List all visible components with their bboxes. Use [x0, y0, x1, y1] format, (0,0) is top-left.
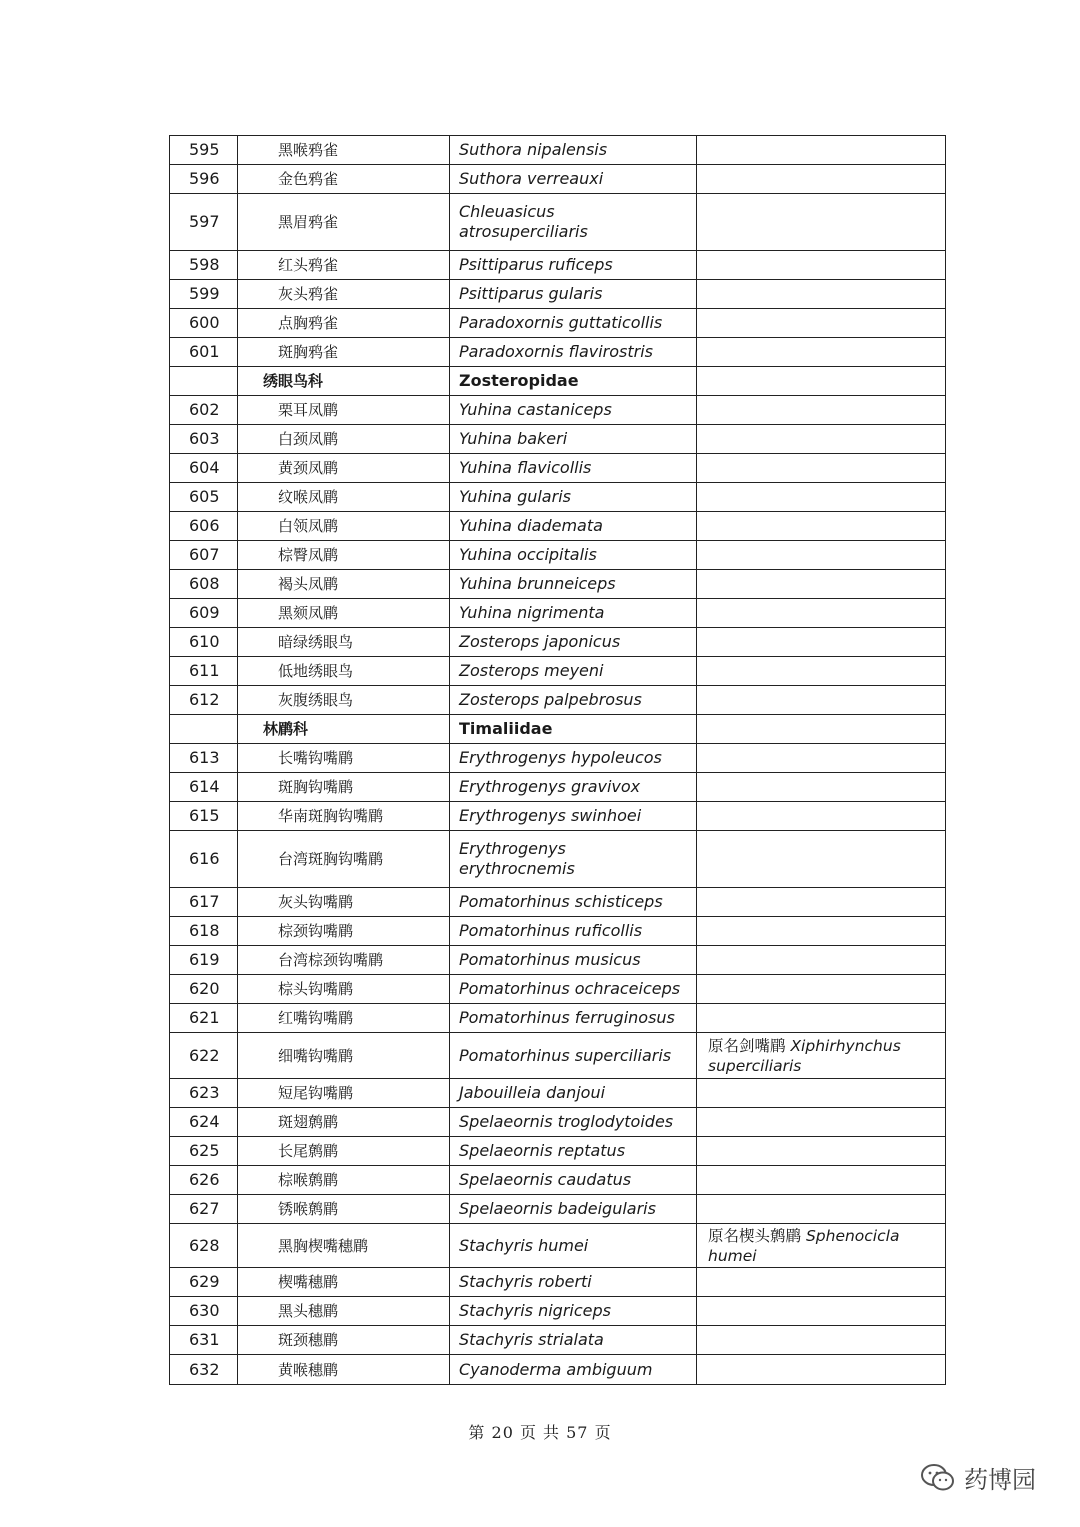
chinese-name: 绣眼鸟科 [238, 367, 450, 396]
chinese-name: 华南斑胸钩嘴鹛 [238, 802, 450, 831]
remark-cell [697, 888, 946, 917]
table-row [170, 1297, 946, 1326]
scientific-name: Yuhina castaniceps [450, 396, 697, 425]
row-number: 624 [170, 1108, 238, 1137]
table-row [170, 1079, 946, 1108]
scientific-name: Yuhina nigrimenta [450, 599, 697, 628]
table-row [170, 1224, 946, 1268]
remark-cell [697, 338, 946, 367]
table-row [170, 512, 946, 541]
scientific-name: Timaliidae [450, 715, 697, 744]
table-row [170, 194, 946, 251]
watermark-text: 药博园 [964, 1466, 1036, 1494]
table-row [170, 165, 946, 194]
remark-cell [697, 1268, 946, 1297]
row-number: 595 [170, 136, 238, 165]
row-number: 631 [170, 1326, 238, 1355]
scientific-name: Erythrogenys swinhoei [450, 802, 697, 831]
scientific-name: Spelaeornis badeigularis [450, 1195, 697, 1224]
scientific-name: Erythrogenys gravivox [450, 773, 697, 802]
scientific-name: Stachyris roberti [450, 1268, 697, 1297]
remark-cell [697, 425, 946, 454]
row-number: 599 [170, 280, 238, 309]
chinese-name: 台湾斑胸钩嘴鹛 [238, 831, 450, 888]
table-row [170, 425, 946, 454]
chinese-name: 棕头钩嘴鹛 [238, 975, 450, 1004]
scientific-name: Spelaeornis troglodytoides [450, 1108, 697, 1137]
remark-cell [697, 1355, 946, 1385]
remark-cell [697, 831, 946, 888]
remark-cell [697, 1166, 946, 1195]
scientific-name: Suthora verreauxi [450, 165, 697, 194]
scientific-name: Pomatorhinus schisticeps [450, 888, 697, 917]
remark-cell [697, 136, 946, 165]
wechat-icon [920, 1463, 956, 1493]
remark-cell [697, 715, 946, 744]
chinese-name: 楔嘴穗鹛 [238, 1268, 450, 1297]
row-number: 614 [170, 773, 238, 802]
table-row [170, 773, 946, 802]
chinese-name: 长嘴钩嘴鹛 [238, 744, 450, 773]
scientific-name: Spelaeornis reptatus [450, 1137, 697, 1166]
remark-cell [697, 483, 946, 512]
remark-cell [697, 1079, 946, 1108]
remark-cell [697, 251, 946, 280]
table-row [170, 1033, 946, 1079]
scientific-name: Yuhina brunneiceps [450, 570, 697, 599]
row-number: 596 [170, 165, 238, 194]
scientific-name: Stachyris strialata [450, 1326, 697, 1355]
scientific-name: Pomatorhinus ochraceiceps [450, 975, 697, 1004]
table-row [170, 1137, 946, 1166]
row-number: 598 [170, 251, 238, 280]
chinese-name: 长尾鹩鹛 [238, 1137, 450, 1166]
row-number: 625 [170, 1137, 238, 1166]
scientific-name: Suthora nipalensis [450, 136, 697, 165]
row-number: 632 [170, 1355, 238, 1385]
table-row [170, 280, 946, 309]
chinese-name: 短尾钩嘴鹛 [238, 1079, 450, 1108]
chinese-name: 斑翅鹩鹛 [238, 1108, 450, 1137]
remark-cell [697, 657, 946, 686]
scientific-name: Yuhina flavicollis [450, 454, 697, 483]
scientific-name: Zosteropidae [450, 367, 697, 396]
remark-cell [697, 686, 946, 715]
page-number: 第 20 页 共 57 页 [468, 1423, 612, 1442]
row-number: 600 [170, 309, 238, 338]
chinese-name: 黄喉穗鹛 [238, 1355, 450, 1385]
chinese-name: 灰头钩嘴鹛 [238, 888, 450, 917]
remark-cell [697, 512, 946, 541]
row-number: 604 [170, 454, 238, 483]
scientific-name: Zosterops meyeni [450, 657, 697, 686]
chinese-name: 黑喉鸦雀 [238, 136, 450, 165]
remark-cell [697, 917, 946, 946]
remark-cell [697, 1224, 946, 1268]
table-row [170, 1268, 946, 1297]
table-row [170, 483, 946, 512]
remark-cell [697, 1326, 946, 1355]
table-row [170, 454, 946, 483]
chinese-name: 黑眉鸦雀 [238, 194, 450, 251]
row-number: 621 [170, 1004, 238, 1033]
table-row [170, 136, 946, 165]
scientific-name: Yuhina gularis [450, 483, 697, 512]
remark-cell [697, 628, 946, 657]
row-number: 602 [170, 396, 238, 425]
remark-cell [697, 194, 946, 251]
table-row [170, 946, 946, 975]
chinese-name: 细嘴钩嘴鹛 [238, 1033, 450, 1079]
table-row [170, 802, 946, 831]
scientific-name: Chleuasicus atrosuperciliaris [450, 194, 697, 251]
table-row [170, 888, 946, 917]
chinese-name: 点胸鸦雀 [238, 309, 450, 338]
chinese-name: 斑胸钩嘴鹛 [238, 773, 450, 802]
scientific-name: Pomatorhinus superciliaris [450, 1033, 697, 1079]
scientific-name: Erythrogenys hypoleucos [450, 744, 697, 773]
scientific-name: Stachyris humei [450, 1224, 697, 1268]
row-number: 628 [170, 1224, 238, 1268]
row-number: 605 [170, 483, 238, 512]
chinese-name: 黄颈凤鹛 [238, 454, 450, 483]
row-number [170, 367, 238, 396]
table-row [170, 599, 946, 628]
remark-cell [697, 454, 946, 483]
row-number: 618 [170, 917, 238, 946]
remark-cell [697, 165, 946, 194]
chinese-name: 黑颏凤鹛 [238, 599, 450, 628]
chinese-name: 黑胸楔嘴穗鹛 [238, 1224, 450, 1268]
row-number: 606 [170, 512, 238, 541]
row-number: 616 [170, 831, 238, 888]
table-row [170, 1355, 946, 1385]
row-number: 620 [170, 975, 238, 1004]
table-row [170, 917, 946, 946]
row-number: 630 [170, 1297, 238, 1326]
chinese-name: 灰腹绣眼鸟 [238, 686, 450, 715]
scientific-name: Yuhina occipitalis [450, 541, 697, 570]
table-row [170, 831, 946, 888]
row-number: 603 [170, 425, 238, 454]
remark-cell [697, 975, 946, 1004]
row-number: 629 [170, 1268, 238, 1297]
chinese-name: 棕臀凤鹛 [238, 541, 450, 570]
table-row [170, 1108, 946, 1137]
table-row [170, 251, 946, 280]
chinese-name: 斑颈穗鹛 [238, 1326, 450, 1355]
chinese-name: 褐头凤鹛 [238, 570, 450, 599]
row-number [170, 715, 238, 744]
remark-cell [697, 1297, 946, 1326]
row-number: 609 [170, 599, 238, 628]
row-number: 610 [170, 628, 238, 657]
row-number: 612 [170, 686, 238, 715]
family-row [170, 367, 946, 396]
scientific-name: Zosterops japonicus [450, 628, 697, 657]
chinese-name: 暗绿绣眼鸟 [238, 628, 450, 657]
chinese-name: 锈喉鹩鹛 [238, 1195, 450, 1224]
remark-cell [697, 570, 946, 599]
table-row [170, 570, 946, 599]
row-number: 626 [170, 1166, 238, 1195]
chinese-name: 灰头鸦雀 [238, 280, 450, 309]
remark-cell [697, 946, 946, 975]
scientific-name: Jabouilleia danjoui [450, 1079, 697, 1108]
chinese-name: 棕颈钩嘴鹛 [238, 917, 450, 946]
remark-cell [697, 309, 946, 338]
table-row [170, 1166, 946, 1195]
scientific-name: Cyanoderma ambiguum [450, 1355, 697, 1385]
row-number: 623 [170, 1079, 238, 1108]
remark-text: 原名楔头鹩鹛 [708, 1226, 806, 1245]
row-number: 613 [170, 744, 238, 773]
scientific-name: Zosterops palpebrosus [450, 686, 697, 715]
remark-cell [697, 367, 946, 396]
table-row [170, 1326, 946, 1355]
table-row [170, 657, 946, 686]
row-number: 619 [170, 946, 238, 975]
remark-cell [697, 1033, 946, 1079]
remark-cell [697, 1004, 946, 1033]
family-row [170, 715, 946, 744]
chinese-name: 黑头穗鹛 [238, 1297, 450, 1326]
remark-cell [697, 744, 946, 773]
remark-cell [697, 1195, 946, 1224]
row-number: 627 [170, 1195, 238, 1224]
remark-scientific-name: Sphenocicla humei [708, 1226, 900, 1265]
chinese-name: 白领凤鹛 [238, 512, 450, 541]
chinese-name: 斑胸鸦雀 [238, 338, 450, 367]
chinese-name: 红嘴钩嘴鹛 [238, 1004, 450, 1033]
chinese-name: 台湾棕颈钩嘴鹛 [238, 946, 450, 975]
scientific-name: Psittiparus gularis [450, 280, 697, 309]
row-number: 622 [170, 1033, 238, 1079]
chinese-name: 棕喉鹩鹛 [238, 1166, 450, 1195]
row-number: 597 [170, 194, 238, 251]
scientific-name: Erythrogenys erythrocnemis [450, 831, 697, 888]
chinese-name: 金色鸦雀 [238, 165, 450, 194]
row-number: 608 [170, 570, 238, 599]
watermark [920, 1460, 1036, 1495]
row-number: 617 [170, 888, 238, 917]
table-row [170, 338, 946, 367]
species-table [169, 135, 946, 1385]
scientific-name: Yuhina diademata [450, 512, 697, 541]
scientific-name: Paradoxornis flavirostris [450, 338, 697, 367]
scientific-name: Yuhina bakeri [450, 425, 697, 454]
row-number: 615 [170, 802, 238, 831]
chinese-name: 白颈凤鹛 [238, 425, 450, 454]
table-row [170, 1004, 946, 1033]
row-number: 611 [170, 657, 238, 686]
table-row [170, 1195, 946, 1224]
remark-cell [697, 1108, 946, 1137]
remark-cell [697, 541, 946, 570]
table-row [170, 541, 946, 570]
remark-scientific-name: Xiphirhynchus superciliaris [708, 1036, 901, 1075]
chinese-name: 低地绣眼鸟 [238, 657, 450, 686]
chinese-name: 纹喉凤鹛 [238, 483, 450, 512]
remark-cell [697, 280, 946, 309]
scientific-name: Pomatorhinus musicus [450, 946, 697, 975]
chinese-name: 栗耳凤鹛 [238, 396, 450, 425]
table-row [170, 396, 946, 425]
chinese-name: 红头鸦雀 [238, 251, 450, 280]
remark-cell [697, 396, 946, 425]
table-row [170, 628, 946, 657]
scientific-name: Paradoxornis guttaticollis [450, 309, 697, 338]
remark-cell [697, 802, 946, 831]
scientific-name: Psittiparus ruficeps [450, 251, 697, 280]
remark-cell [697, 599, 946, 628]
row-number: 607 [170, 541, 238, 570]
remark-cell [697, 1137, 946, 1166]
scientific-name: Pomatorhinus ferruginosus [450, 1004, 697, 1033]
table-row [170, 975, 946, 1004]
table-row [170, 309, 946, 338]
scientific-name: Stachyris nigriceps [450, 1297, 697, 1326]
scientific-name: Pomatorhinus ruficollis [450, 917, 697, 946]
remark-cell [697, 773, 946, 802]
remark-text: 原名剑嘴鹛 [708, 1036, 791, 1055]
table-row [170, 686, 946, 715]
chinese-name: 林鹛科 [238, 715, 450, 744]
table-row [170, 744, 946, 773]
scientific-name: Spelaeornis caudatus [450, 1166, 697, 1195]
row-number: 601 [170, 338, 238, 367]
